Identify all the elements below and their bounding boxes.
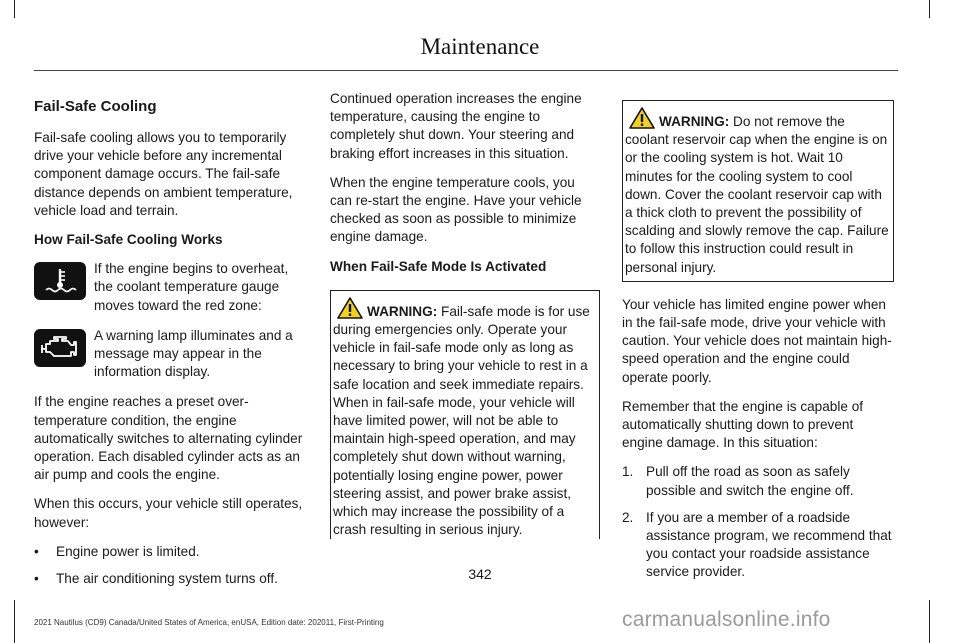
warning-text: Do not remove the coolant reservoir cap when the engine is on or the cooling system is hot. Wait 10 minutes for the cooling system to cool down. Cover the coolant reservoir cap with a thick cloth to prevent the possibility of scalding and slowly remove the cap. Failure to follow this instruction could result in personal injury.	[625, 114, 889, 275]
section-heading: Fail-Safe Cooling	[34, 98, 157, 115]
icon-row-engine	[34, 327, 306, 382]
sub-heading: How Fail-Safe Cooling Works	[34, 232, 223, 248]
warning-box	[330, 290, 600, 540]
edition-footer: 2021 Nautilus (CD9) Canada/United States of America, enUSA, Edition date: 202011, First-Printing	[34, 618, 384, 627]
numbered-list	[622, 463, 894, 581]
sub-heading: When Fail-Safe Mode Is Activated	[330, 258, 547, 274]
warning-text: Fail-safe mode is for use during emergencies only. Operate your vehicle in fail-safe mode only as long as necessary to bring your vehicle to rest in a safe location and seek immediate repairs. When in fail-safe mode, your vehicle will have limited power, will not be able to maintain high-speed operation, and may completely shut down without warning, potentially losing engine power, power steering assist, and power brake assist, which may increase the possibility of a crash resulting in serious injury.	[333, 303, 590, 538]
list-item	[34, 543, 306, 561]
engine-warning-icon	[34, 329, 86, 367]
page-number: 342	[468, 566, 492, 582]
paragraph: When this occurs, your vehicle still operates, however:	[34, 496, 303, 530]
crop-mark	[14, 0, 15, 18]
icon-row-text: If the engine begins to overheat, the coolant temperature gauge moves toward the red zone:	[94, 261, 289, 313]
header-divider	[34, 70, 898, 71]
crop-mark	[929, 0, 930, 18]
column-right	[622, 90, 894, 591]
column-left	[34, 90, 306, 597]
step-number: 1.	[622, 464, 634, 480]
paragraph: If the engine reaches a preset over-temperature condition, the engine automatically switches to alternating cylinder operation. Each disabled cylinder acts as an air pump and cools the engine.	[34, 394, 303, 483]
list-item-text: If you are a member of a roadside assistance program, we recommend that you contact your roadside assistance service provider.	[646, 509, 892, 580]
paragraph: When the engine temperature cools, you can re-start the engine. Have your vehicle checked as soon as possible to minimize engine damage.	[330, 174, 582, 245]
paragraph: Your vehicle has limited engine power when in the fail-safe mode, drive your vehicle with caution. Your vehicle does not maintain high-speed operation and the engine could operate poorly.	[622, 296, 892, 385]
paragraph: Remember that the engine is capable of automatically shutting down to prevent engine damage. In this situation:	[622, 398, 864, 451]
bullet-glyph: •	[34, 543, 39, 559]
list-item-text: Engine power is limited.	[56, 543, 200, 559]
page-header-title: Maintenance	[420, 34, 540, 59]
crop-mark	[14, 600, 15, 643]
step-number: 2.	[622, 509, 634, 525]
coolant-temperature-icon	[34, 262, 86, 300]
list-item-text: Pull off the road as soon as safely possible and switch the engine off.	[646, 464, 854, 498]
intro-paragraph: Fail-safe cooling allows you to temporarily drive your vehicle before any incremental component damage occurs. The fail-safe distance depends on ambient temperature, vehicle load and terrain.	[34, 130, 293, 218]
warning-triangle-icon	[337, 297, 363, 319]
warning-box	[622, 100, 894, 282]
icon-row-text: A warning lamp illuminates and a message may appear in the information display.	[94, 327, 293, 380]
list-item	[622, 463, 894, 499]
watermark: carmanualsonline.info	[622, 608, 831, 631]
warning-label: WARNING:	[659, 114, 730, 129]
crop-mark	[929, 600, 930, 643]
bullet-glyph: •	[34, 571, 39, 587]
paragraph: Continued operation increases the engine temperature, causing the engine to completely shut down. Your steering and braking effort increases in this situation.	[330, 91, 582, 161]
list-item-text: The air conditioning system turns off.	[56, 571, 278, 587]
icon-row-coolant	[34, 260, 306, 315]
warning-triangle-icon	[629, 107, 655, 129]
column-middle	[330, 90, 600, 553]
warning-label: WARNING:	[367, 303, 438, 319]
